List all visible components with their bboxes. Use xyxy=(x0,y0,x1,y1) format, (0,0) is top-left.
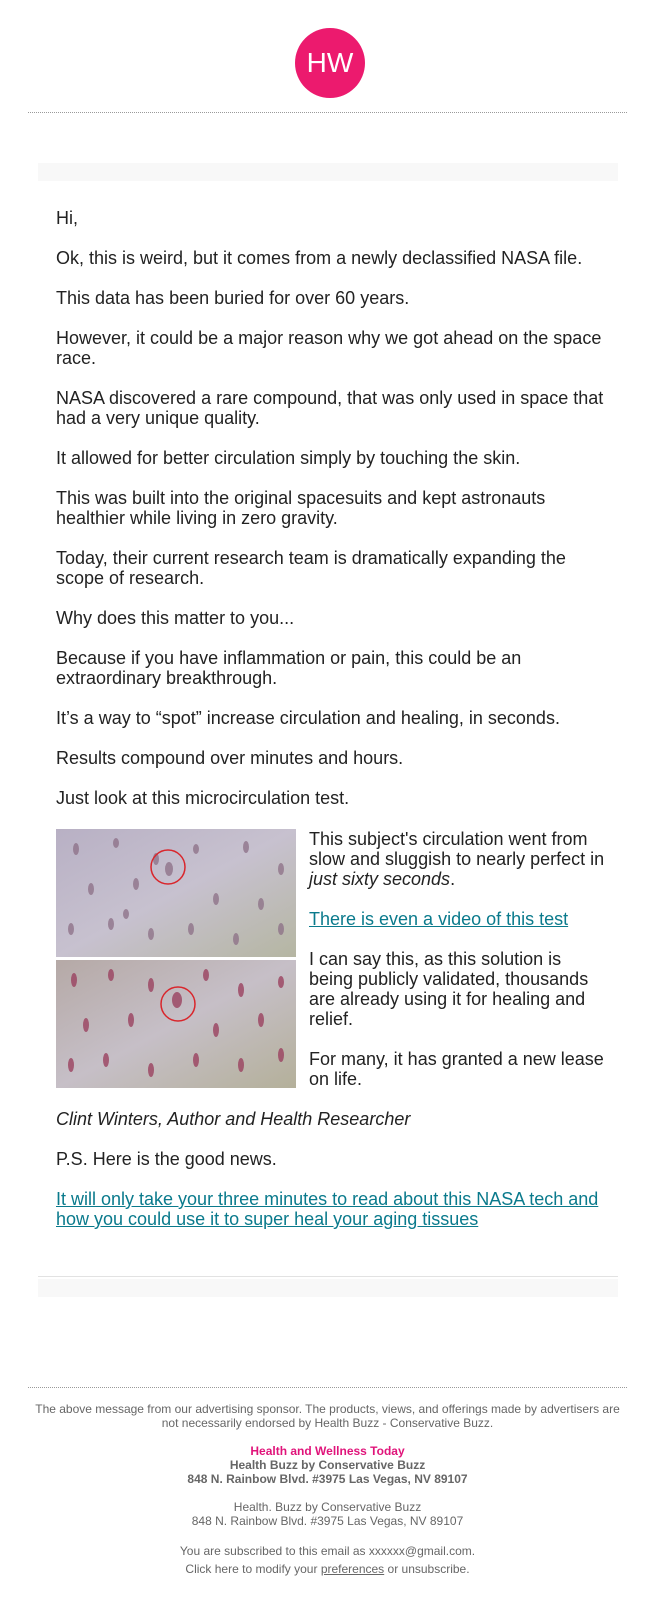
paragraph: It allowed for better circulation simply by touching the skin. xyxy=(56,448,521,468)
microcirculation-images[interactable] xyxy=(56,829,296,1088)
header-divider xyxy=(28,112,627,113)
after-photo xyxy=(56,960,296,1088)
paragraph: Ok, this is weird, but it comes from a newly declassified NASA file. xyxy=(56,248,583,268)
preferences-line xyxy=(28,1560,627,1578)
brand-logo[interactable] xyxy=(295,28,365,98)
footer-divider xyxy=(28,1387,627,1388)
paragraph: However, it could be a major reason why we got ahead on the space race. xyxy=(56,328,602,368)
before-photo xyxy=(56,829,296,957)
circulation-note-suffix: . xyxy=(450,869,456,889)
hw-logo-icon xyxy=(295,28,365,98)
emphasis-text: just sixty seconds xyxy=(309,869,451,889)
paragraph: Results compound over minutes and hours. xyxy=(56,748,404,768)
bottom-band xyxy=(38,1279,618,1297)
email-header xyxy=(0,0,648,112)
lease-paragraph: For many, it has granted a new lease on life. xyxy=(309,1049,604,1089)
ps-text: P.S. Here is the good news. xyxy=(56,1149,277,1169)
cta-paragraph xyxy=(56,1189,616,1229)
validation-paragraph: I can say this, as this solution is being publicly validated, thousands are already using it for healing and relief. xyxy=(309,949,589,1029)
brand-name: Health and Wellness Today xyxy=(250,1444,405,1458)
cta-link[interactable]: It will only take your three minutes to read about this NASA tech and how you could use it to super heal your aging tissues xyxy=(56,1189,599,1229)
paragraph: This was built into the original spacesuits and kept astronauts healthier while living in zero gravity. xyxy=(56,488,546,528)
circulation-note xyxy=(309,829,609,889)
company-name: Health. Buzz by Conservative Buzz xyxy=(233,1500,422,1514)
address-bold: 848 N. Rainbow Blvd. #3975 Las Vegas, NV 89107 xyxy=(187,1472,468,1486)
paragraph: This data has been buried for over 60 years. xyxy=(56,288,410,308)
unsubscribe-text[interactable]: or unsubscribe. xyxy=(384,1562,470,1576)
capillary-after-image xyxy=(56,960,296,1088)
signature: Clint Winters, Author and Health Researcher xyxy=(56,1109,411,1129)
footer xyxy=(28,1402,627,1578)
logo-text: HW xyxy=(306,47,354,78)
company-name-bold: Health Buzz by Conservative Buzz xyxy=(229,1458,426,1472)
paragraph: Why does this matter to you... xyxy=(56,608,295,628)
paragraph: Today, their current research team is dramatically expanding the scope of research. xyxy=(56,548,566,588)
paragraph: Because if you have inflammation or pain, this could be an extraordinary breakthrough. xyxy=(56,648,522,688)
capillary-before-image xyxy=(56,829,296,957)
paragraph: NASA discovered a rare compound, that was only used in space that had a very unique quality. xyxy=(56,388,604,428)
video-paragraph xyxy=(309,909,609,929)
video-link[interactable]: There is even a video of this test xyxy=(309,909,569,929)
image-caption-column xyxy=(309,829,609,1109)
address: 848 N. Rainbow Blvd. #3975 Las Vegas, NV 89107 xyxy=(191,1514,464,1528)
email-body xyxy=(56,208,616,828)
circulation-note-text: This subject's circulation went from slow and sluggish to nearly perfect in xyxy=(309,829,605,869)
greeting: Hi, xyxy=(56,208,78,228)
top-band xyxy=(38,163,618,181)
disclaimer: The above message from our advertising sponsor. The products, views, and offerings made by advertisers are not necessarily endorsed by Health Buzz - Conservative Buzz. xyxy=(35,1402,620,1430)
bottom-divider xyxy=(38,1276,618,1277)
paragraph: Just look at this microcirculation test. xyxy=(56,788,350,808)
closing-block xyxy=(56,1109,616,1249)
preferences-prefix: Click here to modify your xyxy=(185,1562,321,1576)
preferences-link[interactable]: preferences xyxy=(320,1562,385,1576)
paragraph: It’s a way to “spot” increase circulation and healing, in seconds. xyxy=(56,708,560,728)
subscription-notice: You are subscribed to this email as xxxxxx@gmail.com. xyxy=(179,1544,476,1558)
